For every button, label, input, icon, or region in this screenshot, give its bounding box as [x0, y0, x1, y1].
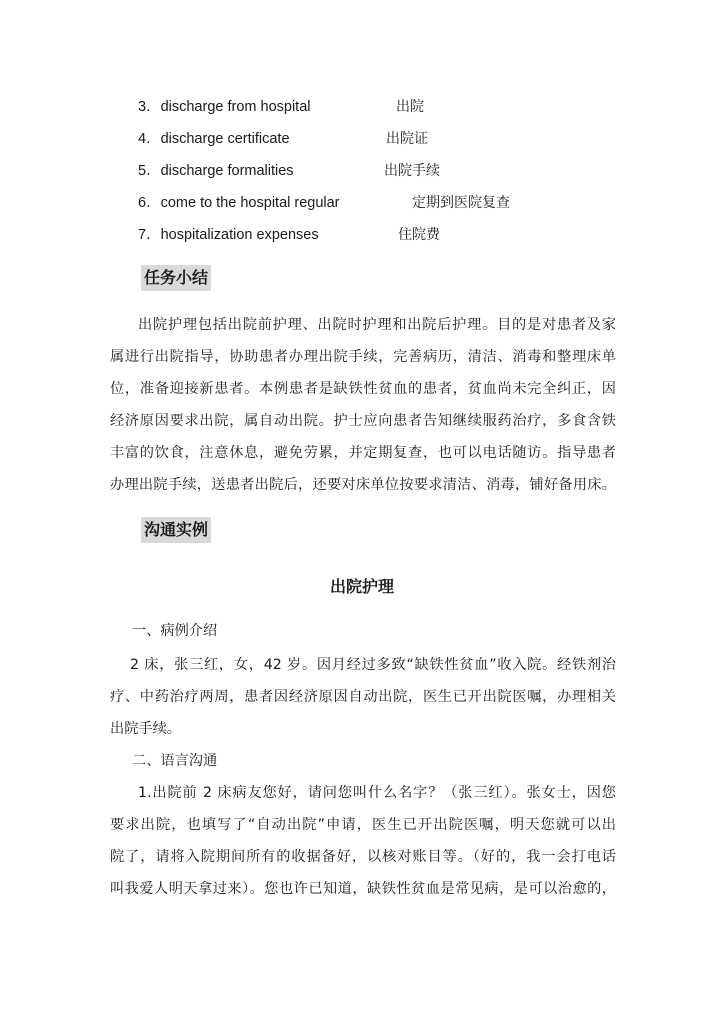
case-intro-line: 2 床，张三红，女，42 岁。因月经过多致“缺铁性贫血”收入院。经铁剂治 — [130, 657, 616, 673]
verbal-line: 叫我爱人明天拿过来）。您也许已知道，缺铁性贫血是常见病，是可以治愈的， — [110, 881, 616, 897]
summary-line: 丰富的饮食，注意休息，避免劳累，并定期复查，也可以电话随访。指导患者 — [110, 445, 616, 461]
section-heading-communication: 沟通实例 — [141, 517, 211, 543]
vocab-term-zh: 住院费 — [398, 227, 440, 243]
verbal-line: 1.出院前 2 床病友您好，请问您叫什么名字？（张三红）。张女士，因您 — [138, 785, 616, 801]
summary-line: 属进行出院指导，协助患者办理出院手续，完善病历，清洁、消毒和整理床单 — [110, 349, 616, 365]
verbal-heading: 二、语言沟通 — [132, 753, 218, 769]
vocab-term-en: 7．hospitalization expenses — [138, 227, 319, 243]
summary-line: 位，准备迎接新患者。本例患者是缺铁性贫血的患者，贫血尚未完全纠正，因 — [110, 381, 616, 397]
case-title: 出院护理 — [329, 577, 394, 596]
vocab-term-zh: 出院 — [396, 99, 424, 115]
vocab-term-en: 3．discharge from hospital — [138, 99, 311, 115]
vocab-term-zh: 出院证 — [386, 131, 428, 147]
case-intro-line: 出院手续。 — [110, 721, 181, 737]
vocab-term-en: 6．come to the hospital regular — [138, 195, 340, 211]
verbal-line: 要求出院，也填写了“自动出院”申请，医生已开出院医嘱，明天您就可以出 — [110, 817, 616, 833]
summary-line: 办理出院手续，送患者出院后，还要对床单位按要求清洁、消毒，铺好备用床。 — [110, 477, 616, 493]
summary-line: 出院护理包括出院前护理、出院时护理和出院后护理。目的是对患者及家 — [138, 317, 616, 333]
vocab-term-zh: 定期到医院复查 — [412, 195, 510, 211]
summary-line: 经济原因要求出院，属自动出院。护士应向患者告知继续服药治疗，多食含铁 — [110, 413, 616, 429]
case-intro-line: 疗、中药治疗两周，患者因经济原因自动出院，医生已开出院医嘱，办理相关 — [110, 689, 616, 705]
vocab-term-zh: 出院手续 — [384, 163, 440, 179]
section-heading-summary: 任务小结 — [141, 265, 211, 291]
case-intro-heading: 一、病例介绍 — [132, 623, 218, 639]
verbal-line: 院了，请将入院期间所有的收据备好，以核对账目等。（好的，我一会打电话 — [110, 849, 616, 865]
vocab-term-en: 4．discharge certificate — [138, 131, 290, 147]
vocab-term-en: 5．discharge formalities — [138, 163, 294, 179]
